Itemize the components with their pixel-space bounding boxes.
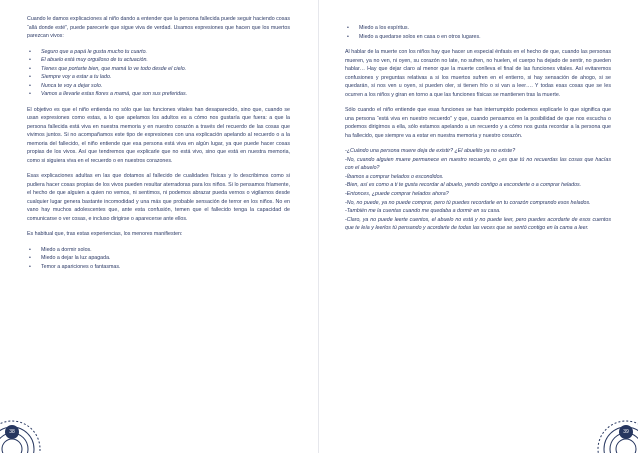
- list-item: • Miedo a dormir solos.: [27, 246, 290, 255]
- expression-examples-list: [27, 48, 290, 99]
- list-item: • Siempre voy a estar a tu lado.: [27, 73, 290, 82]
- list-item: • Nunca te voy a dejar solo.: [27, 82, 290, 91]
- body-paragraph: Esas explicaciones adultas en las que dotamos al fallecido de cualidades físicas y lo describimos como si pudiera hacer cosas propias de los vivos pueden resultar aterradoras para los niños. Si lo pensamos fríamente, el hecho de que alguien a quien no vemos, ni sentimos, ni podemos abrazar pueda vernos o vigilarnos desde cualquier lugar genera bastante incomodidad y una más que probable sensación de terror en los niños. No en vano hay muchos adolescentes que, ante esta confusión, temen que el fallecido tenga la capacidad de comunicarse o ver cosas, e incluso dirigirse o aparecerse ante ellos.: [27, 173, 290, 222]
- fears-list-continued: [345, 24, 611, 41]
- list-item: • Seguro que a papá le gusta mucho tu cuarto.: [27, 48, 290, 57]
- list-item: • Miedo a los espíritus.: [345, 24, 611, 33]
- list-item: • Miedo a quedarse solos en casa o en otros lugares.: [345, 33, 611, 42]
- list-item: • El abuelo está muy orgulloso de tu actuación.: [27, 56, 290, 65]
- body-paragraph: El objetivo es que el niño entienda no sólo que las funciones vitales han desaparecido, sino que, cuando se usan expresiones como estas, a lo que apelamos los adultos es a cómo nos gustaría que fuera: a que la persona fallecida está viva en nuestra memoria y en nuestro corazón a través del recuerdo de las cosas que vivimos juntos. Si no acompañamos este tipo de expresiones con una explicación apelando al recuerdo o a la memoria del fallecido, el niño entiende que esa persona está viva en algún lugar, ya que puede hacer cosas propias de los vivos. Así que tendremos que explicarle que no está vivo, sino que está en nuestra memoria, como si siguiera viva en el recuerdo o en nuestros corazones.: [27, 106, 290, 164]
- dialogue-line: -Entonces, ¿puede comprar helados ahora?: [345, 190, 449, 197]
- dialogue-block: [345, 147, 611, 233]
- body-paragraph: Sólo cuando el niño entiende que esas funciones se han interrumpido podemos explicarle lo que significa que una persona “está viva en nuestro recuerdo” y que, cuando pensamos en la posibilidad de que nos escucha o podemos dirigirnos a ella, sólo estamos apelando a un recuerdo y a cómo nos gusta recordar a la persona que ha fallecido, que siempre va a estar en nuestra memoria y nuestro corazón.: [345, 107, 611, 139]
- body-paragraph: Al hablar de la muerte con los niños hay que hacer un especial énfasis en el hecho de que, cuando las personas mueren, ya no ven, ni oyen, su corazón no late, no sufren, no huelen, el cuerpo ha dejado de sentir, no pueden hablar… Hay que dejar claro al menor que la muerte conlleva el final de las funciones vitales. Así evitaremos confusiones y preguntas relativas a si los muertos sufren en el entierro, si hay sensación de ahogo, si se quedarán, si nos ven u oyen, si pueden oler, si tienen frío o si van a leer…. Y todas esas cosas que se les ocurren a los niños y giran en torno a que las funciones físicas se mantienen tras la muerte.: [345, 49, 611, 98]
- list-item: • Tienes que portarte bien, que mamá lo ve todo desde el cielo.: [27, 65, 290, 74]
- right-column: [345, 24, 611, 233]
- dialogue-line: -Bien, así es como a ti te gusta recordar al abuelo, yendo contigo a esconderte o a comprar helados.: [345, 182, 582, 189]
- body-paragraph: Es habitual que, tras estas experiencias, los menores manifiesten:: [27, 231, 183, 237]
- fears-list: [27, 246, 290, 272]
- right-page: [319, 0, 638, 453]
- dialogue-line: -Íbamos a comprar helados o escondidos.: [345, 173, 444, 180]
- dialogue-line: -No, cuando alguien muere permanece en nuestro recuerdo, o ¿es que tú no recuerdas las cosas que hacías con el abuelo?: [345, 156, 611, 172]
- intro-paragraph: Cuando le damos explicaciones al niño dando a entender que la persona fallecida puede seguir haciendo cosas “allá donde esté”, puede parecerle que sigue viva de verdad. Usamos expresiones que hacen que los muertos parezcan vivos:: [27, 16, 290, 39]
- page-number-badge: 38: [5, 425, 19, 439]
- dialogue-line: -Claro, ya no puede leerte cuentos, el abuelo no está y no puede leer, pero puedes acordarte de esos cuentos que te leía y leerlos tú pensando y acordarte de todas las veces que se sentó contigo en la cama a leer.: [345, 216, 611, 232]
- dialogue-line: -No, no puede, ya no puede comprar, pero tú puedes recordarle en tu corazón comprando esos helados.: [345, 199, 591, 206]
- list-item: • Vamos a llevarle estas flores a mamá, que son sus preferidas.: [27, 90, 290, 99]
- list-item: • Temor a apariciones o fantasmas.: [27, 263, 290, 272]
- dialogue-line: -¿Cuándo una persona muere deja de existir? ¿El abuelito ya no existe?: [345, 148, 516, 154]
- dialogue-line: -También me la cuentas cuando me quedaba a dormir en su casa.: [345, 208, 501, 215]
- page-number-badge: 39: [619, 425, 633, 439]
- left-column: [27, 15, 290, 278]
- list-item: • Miedo a dejar la luz apagada.: [27, 254, 290, 263]
